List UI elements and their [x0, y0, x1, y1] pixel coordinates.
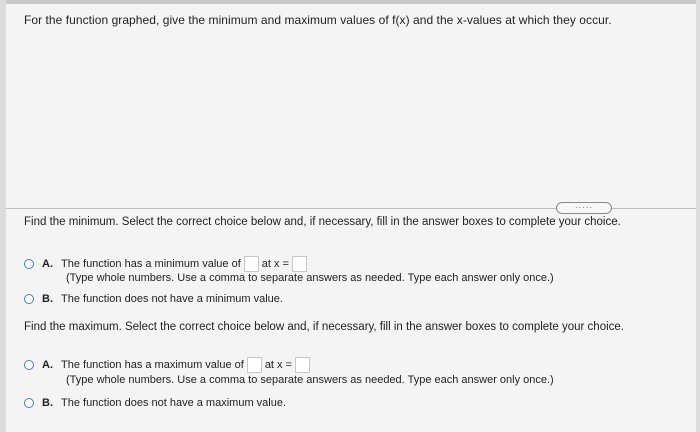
maximum-choice-a-text: The function has a maximum value of: [61, 359, 244, 371]
maximum-choice-a-hint: (Type whole numbers. Use a comma to separate answers as needed. Type each answer only once.): [66, 374, 554, 386]
minimum-choice-a-radio[interactable]: [24, 259, 34, 269]
minimum-choice-a-text: The function has a minimum value of: [61, 258, 241, 270]
minimum-choice-a-at: at x =: [261, 258, 289, 270]
maximum-choice-a-letter: A.: [42, 359, 53, 371]
maximum-prompt: Find the maximum. Select the correct choice below and, if necessary, fill in the answer boxes to complete your choice.: [24, 321, 624, 333]
maximum-choice-a-radio[interactable]: [24, 360, 34, 370]
maximum-value-input[interactable]: [247, 357, 262, 373]
minimum-choice-b-letter: B.: [42, 293, 53, 305]
minimum-choice-b-text: The function does not have a minimum value.: [61, 293, 283, 305]
maximum-choice-b-text: The function does not have a maximum value.: [61, 397, 287, 409]
maximum-choice-b-letter: B.: [42, 397, 53, 409]
maximum-x-input[interactable]: [295, 357, 310, 373]
minimum-choice-a[interactable]: [24, 256, 310, 272]
minimum-value-input[interactable]: [244, 256, 259, 272]
expand-handle[interactable]: ·····: [556, 202, 612, 214]
top-strip: [6, 0, 696, 4]
question-text: For the function graphed, give the minimum and maximum values of f(x) and the x-values at which they occur.: [24, 13, 612, 27]
maximum-choice-b[interactable]: [24, 397, 286, 409]
question-page: [6, 0, 696, 432]
maximum-choice-a-at: at x =: [264, 359, 293, 371]
minimum-prompt: Find the minimum. Select the correct choice below and, if necessary, fill in the answer boxes to complete your choice.: [24, 216, 621, 228]
maximum-choice-b-radio[interactable]: [24, 398, 34, 408]
maximum-choice-a[interactable]: [24, 357, 313, 373]
minimum-choice-a-hint: (Type whole numbers. Use a comma to separate answers as needed. Type each answer only once.): [66, 272, 554, 284]
minimum-x-input[interactable]: [292, 256, 307, 272]
minimum-choice-b-radio[interactable]: [24, 294, 34, 304]
minimum-choice-a-letter: A.: [42, 258, 53, 270]
minimum-choice-b[interactable]: [24, 293, 283, 305]
